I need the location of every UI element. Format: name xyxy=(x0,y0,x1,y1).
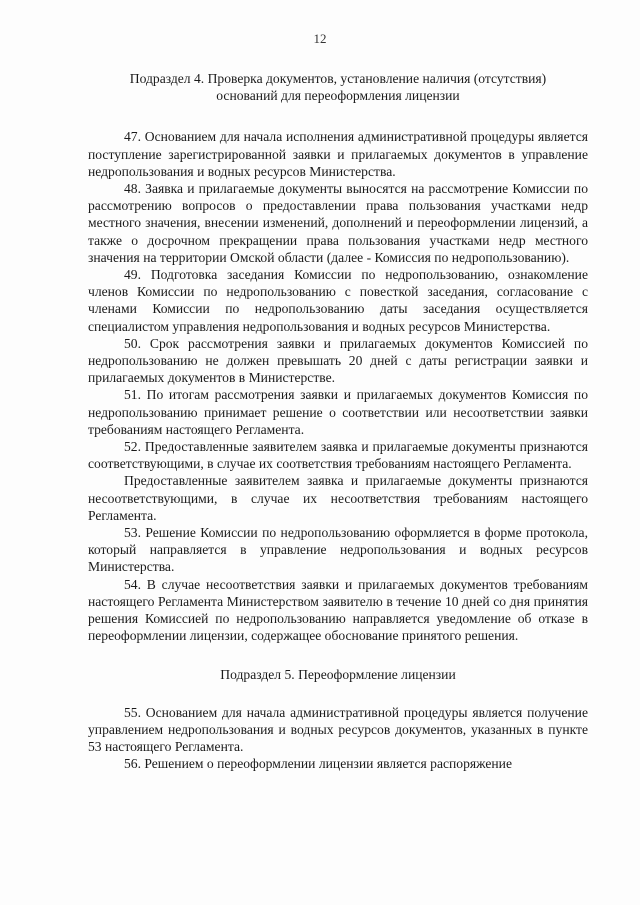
paragraph-50: 50. Срок рассмотрения заявки и прилагаемых документов Комиссией по недропользованию не должен превышать 20 дней с даты регистрации заявки и прилагаемых документов в Министерстве. xyxy=(88,335,588,386)
paragraph-49: 49. Подготовка заседания Комиссии по недропользованию, ознакомление членов Комиссии по недропользованию с повесткой заседания, согласование с членами Комиссии по недропользованию даты заседания осуществляется специалистом управления недропользования и водных ресурсов Министерства. xyxy=(88,267,588,334)
paragraph-51: 51. По итогам рассмотрения заявки и прилагаемых документов Комиссия по недропользованию принимает решение о соответствии или несоответствии заявки требованиям настоящего Регламента. xyxy=(88,387,588,437)
section-4-title-line-1: Подраздел 4. Проверка документов, установление наличия (отсутствия) xyxy=(129,71,547,86)
document-body xyxy=(88,70,588,773)
paragraph-48: 48. Заявка и прилагаемые документы выносятся на рассмотрение Комиссии по рассмотрению вопросов о предоставлении права пользования участками недр местного значения, внесении изменений, дополнений и переоформлении лицензий, а также о досрочном прекращении права пользования участками недр местного значения на территории Омской области (далее - Комиссия по недропользованию). xyxy=(88,181,588,265)
paragraph-52-continued: Предоставленные заявителем заявка и прилагаемые документы признаются несоответствующими, в случае их несоответствия требованиям настоящего Регламента. xyxy=(88,473,588,523)
paragraph-52: 52. Предоставленные заявителем заявка и прилагаемые документы признаются соответствующими, в случае их соответствия требованиям настоящего Регламента. xyxy=(88,439,588,472)
section-4-title-line-2: оснований для переоформления лицензии xyxy=(216,88,460,104)
paragraph-55: 55. Основанием для начала административной процедуры является получение управлением недропользования и водных ресурсов документов, указанных в пункте 53 настоящего Регламента. xyxy=(88,704,588,755)
paragraph-53: 53. Решение Комиссии по недропользованию оформляется в форме протокола, который направляется в управление недропользования и водных ресурсов Министерства. xyxy=(88,525,588,575)
paragraph-47: 47. Основанием для начала исполнения административной процедуры является поступление зарегистрированной заявки и прилагаемых документов в управление недропользования и водных ресурсов Министерства. xyxy=(88,129,588,179)
section-4-heading xyxy=(88,70,588,104)
paragraph-56: 56. Решением о переоформлении лицензии является распоряжение xyxy=(124,756,512,772)
page-number: 12 xyxy=(313,31,327,46)
section-5-heading: Подраздел 5. Переоформление лицензии xyxy=(220,666,456,682)
paragraph-54: 54. В случае несоответствия заявки и прилагаемых документов требованиям настоящего Регламента Министерством заявителю в течение 10 дней со дня принятия решения Комиссией по недропользованию направляется уведомление об отказе в переоформлении лицензии, содержащее обоснование принятого решения. xyxy=(88,576,588,644)
